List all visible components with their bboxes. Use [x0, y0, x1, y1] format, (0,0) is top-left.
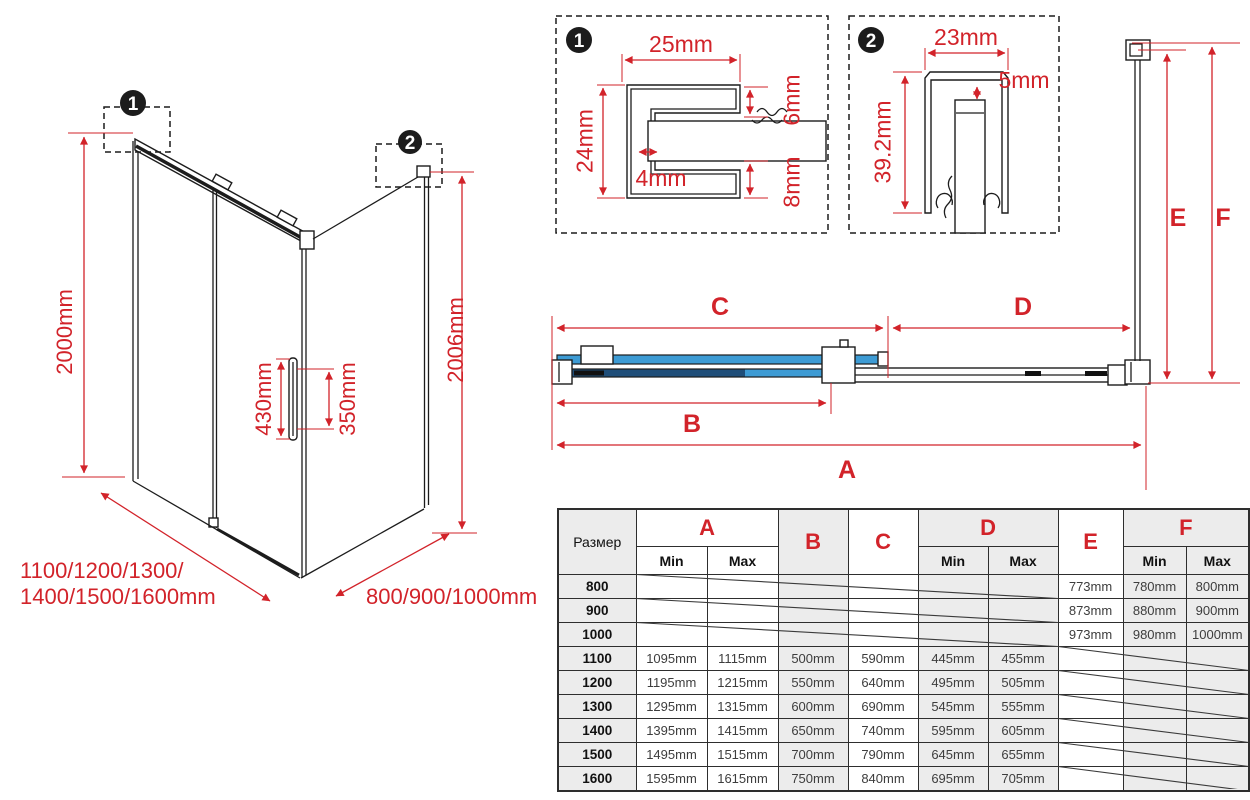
table-cell [1186, 743, 1249, 767]
table-cell: 655mm [988, 743, 1058, 767]
row-size-label: 900 [558, 599, 636, 623]
table-cell: 1415mm [707, 719, 778, 743]
table-cell: 1495mm [636, 743, 707, 767]
detail2-dim-39 [869, 72, 922, 213]
table-cell [988, 599, 1058, 623]
dim-e [1138, 50, 1186, 379]
subheader-a-min: Min [636, 547, 707, 575]
table-cell: 500mm [778, 647, 848, 671]
table-cell [918, 599, 988, 623]
row-size-label: 1500 [558, 743, 636, 767]
table-row [558, 647, 1249, 671]
door-handle [289, 358, 297, 440]
detail2-badge-number: 2 [865, 30, 877, 52]
row-size-label: 1600 [558, 767, 636, 792]
table-cell: 1615mm [707, 767, 778, 792]
detail1-badge [566, 27, 592, 53]
column-header-b: B [778, 509, 848, 575]
table-row [558, 623, 1249, 647]
table-cell: 790mm [848, 743, 918, 767]
table-cell: 800mm [1186, 575, 1249, 599]
table-cell [636, 599, 707, 623]
table-row [558, 767, 1249, 792]
column-header-size: Размер [558, 509, 636, 575]
table-cell [1186, 647, 1249, 671]
dim-label-4mm: 4mm [635, 165, 687, 191]
table-cell [778, 599, 848, 623]
glass-panel-section [955, 100, 985, 233]
table-cell [1186, 671, 1249, 695]
table-cell: 695mm [918, 767, 988, 792]
dim-label-b: B [682, 410, 702, 438]
table-cell: 1595mm [636, 767, 707, 792]
table-cell [707, 623, 778, 647]
width-options-line2: 1400/1500/1600mm [20, 584, 216, 609]
detail2-badge [858, 27, 884, 53]
table-cell: 550mm [778, 671, 848, 695]
detail1-dim-8 [744, 156, 804, 207]
table-cell: 1315mm [707, 695, 778, 719]
dim-handle-430 [251, 359, 290, 439]
subheader-f-max: Max [1186, 547, 1249, 575]
table-cell: 650mm [778, 719, 848, 743]
size-table-body [558, 575, 1249, 792]
table-cell: 900mm [1186, 599, 1249, 623]
dim-b [557, 383, 831, 438]
table-cell: 595mm [918, 719, 988, 743]
table-cell [1058, 671, 1123, 695]
badge-1 [120, 90, 146, 116]
table-cell [1186, 719, 1249, 743]
table-cell [778, 623, 848, 647]
table-cell [988, 623, 1058, 647]
table-cell [848, 599, 918, 623]
dim-label-39mm: 39.2mm [869, 100, 896, 184]
table-cell [707, 599, 778, 623]
table-cell [1058, 719, 1123, 743]
dim-a [557, 386, 1146, 490]
row-size-label: 1300 [558, 695, 636, 719]
table-cell: 640mm [848, 671, 918, 695]
dim-label-2006: 2006mm [442, 297, 468, 383]
corner-post-plan [1125, 360, 1150, 384]
table-cell: 1395mm [636, 719, 707, 743]
table-cell [636, 575, 707, 599]
table-cell [1058, 743, 1123, 767]
table-cell: 780mm [1123, 575, 1186, 599]
dim-label-d: D [1013, 293, 1033, 321]
table-cell: 455mm [988, 647, 1058, 671]
table-cell [918, 623, 988, 647]
column-header-a: A [636, 509, 778, 547]
dim-height-right [430, 172, 477, 533]
table-row [558, 719, 1249, 743]
table-cell: 545mm [918, 695, 988, 719]
table-cell: 1295mm [636, 695, 707, 719]
row-size-label: 1400 [558, 719, 636, 743]
dim-label-6mm: 6mm [778, 74, 805, 126]
size-table-container [557, 508, 1248, 792]
table-cell: 445mm [918, 647, 988, 671]
table-cell [778, 575, 848, 599]
roller-carriage-2 [822, 347, 855, 383]
badge-2-number: 2 [404, 132, 416, 154]
table-cell [1186, 695, 1249, 719]
table-cell [1123, 767, 1186, 792]
table-cell: 773mm [1058, 575, 1123, 599]
detail-view-2 [849, 16, 1059, 233]
dim-label-2000: 2000mm [51, 289, 77, 375]
table-cell: 973mm [1058, 623, 1123, 647]
side-panel-wall-bracket [417, 166, 430, 177]
dim-label-430: 430mm [250, 362, 276, 436]
top-rail [135, 139, 310, 246]
side-panel-top-edge [313, 174, 423, 239]
floor-edge-side [301, 509, 424, 578]
table-cell: 1195mm [636, 671, 707, 695]
profile-grip-hatch [574, 371, 604, 376]
table-cell: 1515mm [707, 743, 778, 767]
table-cell: 505mm [988, 671, 1058, 695]
table-cell: 700mm [778, 743, 848, 767]
table-cell [1123, 743, 1186, 767]
table-cell: 873mm [1058, 599, 1123, 623]
table-cell: 645mm [918, 743, 988, 767]
roller-carriage-1 [581, 346, 613, 364]
table-cell: 600mm [778, 695, 848, 719]
table-row [558, 599, 1249, 623]
isometric-view [20, 90, 537, 609]
bottom-guide [217, 529, 299, 575]
width-options-line1: 1100/1200/1300/ [20, 558, 184, 583]
table-cell [636, 623, 707, 647]
table-cell [1058, 695, 1123, 719]
fixed-glass-plan [745, 369, 831, 377]
detail-view-1 [556, 16, 828, 233]
table-cell: 1115mm [707, 647, 778, 671]
table-row [558, 695, 1249, 719]
table-cell: 840mm [848, 767, 918, 792]
table-cell: 1095mm [636, 647, 707, 671]
table-cell: 1215mm [707, 671, 778, 695]
dim-label-350: 350mm [334, 362, 360, 436]
detail1-dim-6 [744, 74, 804, 125]
row-size-label: 1100 [558, 647, 636, 671]
dim-label-23mm: 23mm [934, 24, 998, 50]
dim-label-8mm: 8mm [778, 156, 805, 208]
table-cell [848, 623, 918, 647]
detail1-dim-25 [622, 31, 740, 82]
dim-label-5mm: 5mm [998, 67, 1050, 93]
door-end-cap [878, 352, 888, 366]
row-size-label: 1000 [558, 623, 636, 647]
column-header-f: F [1123, 509, 1249, 547]
table-cell: 495mm [918, 671, 988, 695]
table-cell: 690mm [848, 695, 918, 719]
table-cell: 880mm [1123, 599, 1186, 623]
column-header-e: E [1058, 509, 1123, 575]
size-table [557, 508, 1250, 792]
table-cell: 750mm [778, 767, 848, 792]
table-cell: 705mm [988, 767, 1058, 792]
dim-d [893, 293, 1130, 328]
subheader-d-max: Max [988, 547, 1058, 575]
column-header-c: C [848, 509, 918, 575]
table-cell [1123, 695, 1186, 719]
dim-label-24mm: 24mm [571, 109, 598, 173]
subheader-a-max: Max [707, 547, 778, 575]
table-row [558, 671, 1249, 695]
table-cell: 555mm [988, 695, 1058, 719]
table-cell: 590mm [848, 647, 918, 671]
wall-profile-left-plan [552, 360, 572, 384]
table-cell [1058, 767, 1123, 792]
detail1-dim-24 [571, 85, 625, 198]
glass-panel-section [648, 121, 826, 161]
table-cell [1123, 647, 1186, 671]
table-row [558, 743, 1249, 767]
table-cell: 740mm [848, 719, 918, 743]
corner-post [300, 231, 314, 249]
badge-2 [398, 130, 422, 154]
table-cell [707, 575, 778, 599]
table-cell [1123, 671, 1186, 695]
table-cell: 1000mm [1186, 623, 1249, 647]
depth-options: 800/900/1000mm [366, 584, 538, 609]
row-size-label: 1200 [558, 671, 636, 695]
column-header-d: D [918, 509, 1058, 547]
table-cell: 980mm [1123, 623, 1186, 647]
table-cell [848, 575, 918, 599]
dim-label-a: A [837, 456, 857, 484]
dim-label-f: F [1215, 204, 1231, 232]
table-cell [1058, 647, 1123, 671]
detail1-badge-number: 1 [573, 30, 585, 52]
row-size-label: 800 [558, 575, 636, 599]
table-cell: 605mm [988, 719, 1058, 743]
dim-label-25mm: 25mm [649, 31, 713, 57]
dim-label-e: E [1169, 204, 1187, 232]
subheader-d-min: Min [918, 547, 988, 575]
dim-label-c: C [710, 293, 730, 321]
table-row [558, 575, 1249, 599]
badge-1-number: 1 [127, 93, 139, 115]
table-cell [1186, 767, 1249, 792]
table-cell [1123, 719, 1186, 743]
dim-height-left [52, 133, 133, 477]
table-cell [918, 575, 988, 599]
track-end-bracket [1108, 365, 1127, 385]
subheader-f-min: Min [1123, 547, 1186, 575]
detail2-dim-23 [925, 24, 1008, 70]
table-cell [988, 575, 1058, 599]
